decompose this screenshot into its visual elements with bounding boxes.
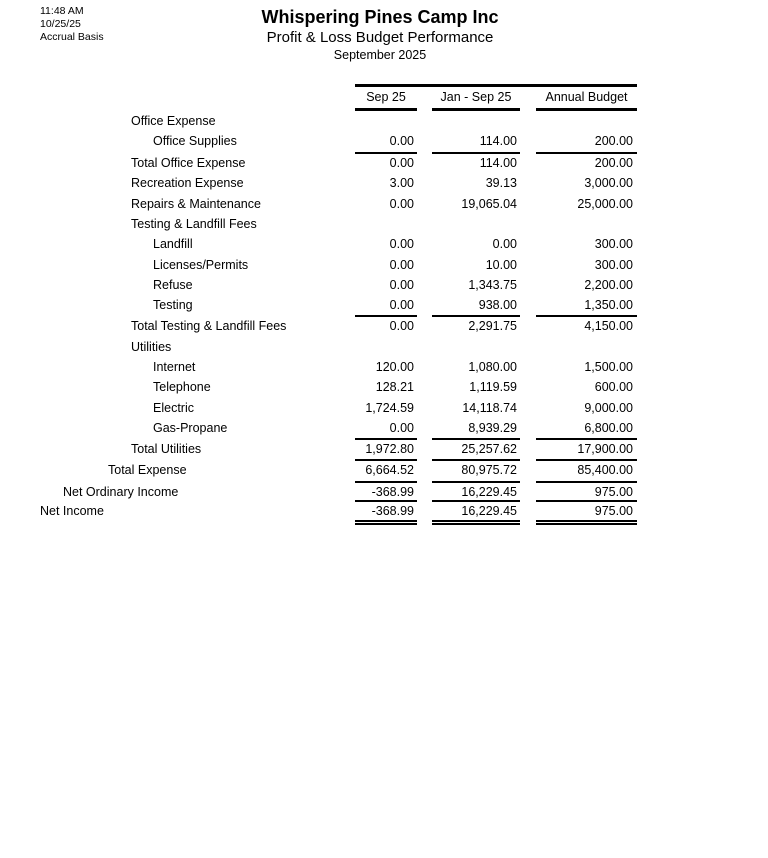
subtotal-rule [355, 152, 417, 154]
row-label: Office Supplies [153, 134, 237, 148]
subtotal-rule [355, 459, 417, 461]
report-row [0, 255, 768, 275]
row-label: Office Expense [131, 114, 216, 128]
row-label: Testing & Landfill Fees [131, 217, 257, 231]
value-month: 128.21 [375, 380, 414, 394]
report-row [0, 295, 768, 315]
value-budget: 200.00 [594, 134, 633, 148]
report-row [0, 131, 768, 151]
subtotal-rule [432, 481, 520, 483]
row-label: Testing [153, 298, 193, 312]
row-label: Total Office Expense [131, 156, 246, 170]
report-row [0, 377, 768, 397]
subtotal-rule [536, 438, 637, 440]
value-ytd: 10.00 [485, 258, 517, 272]
value-ytd: 1,119.59 [469, 380, 517, 394]
value-budget: 300.00 [594, 237, 633, 251]
value-month: 1,972.80 [365, 442, 414, 456]
report-header [220, 6, 540, 63]
value-ytd: 14,118.74 [462, 401, 517, 415]
value-month: 0.00 [389, 258, 414, 272]
row-label: Repairs & Maintenance [131, 197, 261, 211]
value-ytd: 80,975.72 [461, 463, 517, 477]
row-label: Utilities [131, 340, 172, 354]
double-underline [432, 520, 520, 522]
value-ytd: 2,291.75 [468, 319, 517, 333]
report-row [0, 316, 768, 336]
report-row [0, 153, 768, 173]
subtotal-rule [536, 152, 637, 154]
report-basis: Accrual Basis [40, 31, 104, 43]
value-budget: 975.00 [594, 504, 633, 518]
value-month: 0.00 [389, 421, 414, 435]
double-underline [355, 523, 417, 525]
subtotal-rule [355, 438, 417, 440]
report-period: September 2025 [333, 48, 427, 62]
row-label: Total Utilities [131, 442, 202, 456]
value-budget: 4,150.00 [584, 319, 633, 333]
value-budget: 200.00 [594, 156, 633, 170]
row-label: Telephone [153, 380, 211, 394]
value-month: 0.00 [389, 278, 414, 292]
report-row [0, 439, 768, 459]
report-row [0, 234, 768, 254]
company-name: Whispering Pines Camp Inc [261, 7, 499, 27]
report-row [0, 482, 768, 502]
report-time: 11:48 AM [40, 5, 84, 17]
report-row [0, 418, 768, 438]
double-underline [536, 520, 637, 522]
report-row [0, 194, 768, 214]
report-row [0, 173, 768, 193]
value-ytd: 114.00 [479, 156, 517, 170]
value-ytd: 8,939.29 [468, 421, 517, 435]
value-budget: 1,350.00 [584, 298, 633, 312]
value-ytd: 16,229.45 [461, 485, 517, 499]
subtotal-rule [432, 152, 520, 154]
row-label: Internet [153, 360, 196, 374]
row-label: Electric [153, 401, 194, 415]
value-ytd: 0.00 [492, 237, 517, 251]
value-ytd: 19,065.04 [461, 197, 517, 211]
value-budget: 300.00 [594, 258, 633, 272]
row-label: Net Income [40, 504, 104, 518]
row-label: Licenses/Permits [153, 258, 249, 272]
report-row [0, 501, 768, 521]
report-row [0, 398, 768, 418]
column-header-month: Sep 25 [366, 90, 406, 104]
report-row [0, 111, 768, 131]
value-budget: 85,400.00 [577, 463, 633, 477]
report-date: 10/25/25 [40, 18, 81, 30]
value-ytd: 114.00 [479, 134, 517, 148]
value-month: 1,724.59 [365, 401, 414, 415]
value-budget: 25,000.00 [577, 197, 633, 211]
report-meta [40, 5, 104, 44]
value-budget: 9,000.00 [584, 401, 633, 415]
value-ytd: 1,080.00 [468, 360, 517, 374]
report-row [0, 357, 768, 377]
subtotal-rule [536, 459, 637, 461]
value-ytd: 25,257.62 [461, 442, 517, 456]
subtotal-rule [355, 481, 417, 483]
value-budget: 6,800.00 [584, 421, 633, 435]
report-row [0, 460, 768, 480]
value-month: 0.00 [389, 197, 414, 211]
value-budget: 600.00 [594, 380, 633, 394]
value-month: 0.00 [389, 237, 414, 251]
value-month: 120.00 [375, 360, 414, 374]
value-month: 0.00 [389, 319, 414, 333]
value-month: 0.00 [389, 298, 414, 312]
report-row [0, 214, 768, 234]
value-ytd: 938.00 [478, 298, 517, 312]
column-header-ytd: Jan - Sep 25 [440, 90, 512, 104]
row-label: Recreation Expense [131, 176, 244, 190]
value-budget: 17,900.00 [577, 442, 633, 456]
header-top-rule [355, 84, 637, 87]
double-underline [536, 523, 637, 525]
subtotal-rule [355, 500, 417, 502]
double-underline [355, 520, 417, 522]
value-ytd: 16,229.45 [461, 504, 517, 518]
value-budget: 2,200.00 [584, 278, 633, 292]
value-budget: 975.00 [594, 485, 633, 499]
column-header-annual-budget: Annual Budget [545, 90, 628, 104]
report-title: Profit & Loss Budget Performance [266, 29, 494, 46]
row-label: Total Expense [108, 463, 187, 477]
value-month: -368.99 [371, 485, 414, 499]
value-budget: 3,000.00 [584, 176, 633, 190]
subtotal-rule [432, 438, 520, 440]
subtotal-rule [536, 315, 637, 317]
subtotal-rule [432, 500, 520, 502]
value-month: 0.00 [389, 134, 414, 148]
row-label: Gas-Propane [153, 421, 228, 435]
row-label: Total Testing & Landfill Fees [131, 319, 287, 333]
row-label: Net Ordinary Income [63, 485, 179, 499]
value-ytd: 39.13 [485, 176, 517, 190]
subtotal-rule [432, 459, 520, 461]
value-budget: 1,500.00 [584, 360, 633, 374]
value-month: 3.00 [389, 176, 414, 190]
value-ytd: 1,343.75 [468, 278, 517, 292]
value-month: 0.00 [389, 156, 414, 170]
subtotal-rule [355, 315, 417, 317]
subtotal-rule [536, 500, 637, 502]
double-underline [432, 523, 520, 525]
value-month: -368.99 [371, 504, 414, 518]
row-label: Landfill [153, 237, 193, 251]
report-row [0, 337, 768, 357]
report-row [0, 275, 768, 295]
subtotal-rule [432, 315, 520, 317]
row-label: Refuse [153, 278, 193, 292]
subtotal-rule [536, 481, 637, 483]
value-month: 6,664.52 [365, 463, 414, 477]
